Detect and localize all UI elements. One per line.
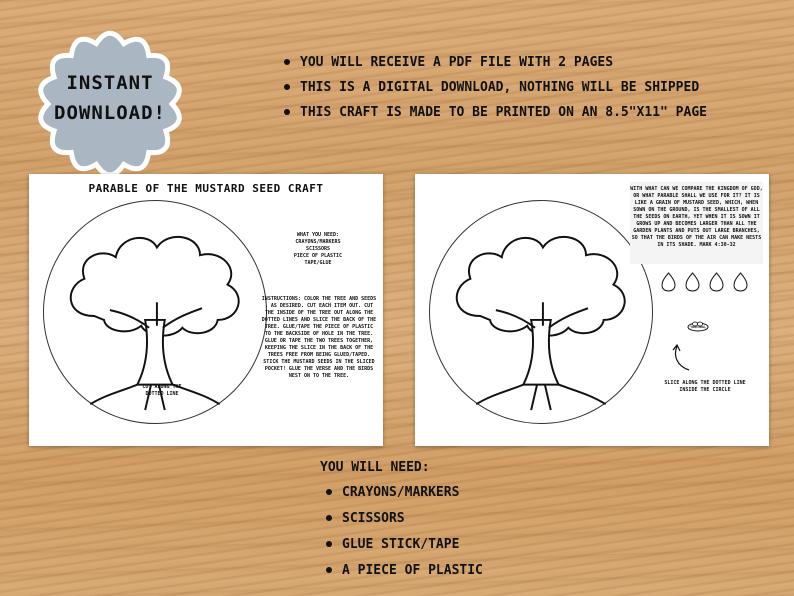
cut-label: CUT ALONG THE DOTTED LINE [142, 384, 182, 397]
you-will-need-title: YOU WILL NEED: [320, 460, 430, 475]
instant-download-badge [28, 22, 192, 186]
bullet-icon [326, 515, 332, 521]
bible-verse-box [630, 182, 763, 264]
bullet-icon [284, 109, 290, 115]
bullet-icon [284, 84, 290, 90]
bullet-icon [326, 489, 332, 495]
info-item: THIS CRAFT IS MADE TO BE PRINTED ON AN 8.5"X11" PAGE [284, 100, 707, 125]
info-item: THIS IS A DIGITAL DOWNLOAD, NOTHING WILL BE SHIPPED [284, 75, 707, 100]
slice-label: SLICE ALONG THE DOTTED LINE INSIDE THE CIRCLE [664, 380, 746, 393]
badge-label [28, 68, 192, 128]
bible-verse: WITH WHAT CAN WE COMPARE THE KINGDOM OF GOD, OR WHAT PARABLE SHALL WE USE FOR IT? IT IS LIKE A GRAIN OF MUSTARD SEED, WHICH, WHEN SOWN ON THE GROUND, IS THE SMALLEST OF ALL THE SEEDS ON EARTH, YET WHEN IT IS SOWN IT GROWS UP AND BECOMES LARGER THAN ALL THE GARDEN PLANTS AND PUTS OUT LARGE BRANCHES, SO THAT THE BIRDS OF THE AIR CAN MAKE NESTS IN ITS SHADE. MARK 4:30-32 [630, 186, 763, 248]
seed-icon [661, 272, 676, 292]
bird-nest-icon [687, 318, 709, 332]
you-will-need-list [326, 480, 483, 584]
need-item: A PIECE OF PLASTIC [326, 558, 483, 584]
seed-icon [733, 272, 748, 292]
bullet-icon [326, 541, 332, 547]
craft-page-2 [415, 174, 769, 446]
craft-title: PARABLE OF THE MUSTARD SEED CRAFT [88, 182, 324, 195]
badge-line-2: DOWNLOAD! [54, 102, 166, 124]
supplies-needed: WHAT YOU NEED: CRAYONS/MARKERS SCISSORS PIECE OF PLASTIC TAPE/GLUE [293, 232, 343, 266]
need-item: SCISSORS [326, 506, 483, 532]
bullet-icon [326, 567, 332, 573]
tree-icon [441, 218, 637, 414]
bullet-icon [284, 59, 290, 65]
seed-icon [685, 272, 700, 292]
need-item: GLUE STICK/TAPE [326, 532, 483, 558]
craft-page-1 [29, 174, 383, 446]
seed-icon [709, 272, 724, 292]
curved-arrow-icon [669, 342, 693, 372]
instructions-text: INSTRUCTIONS: COLOR THE TREE AND SEEDS , AS DESIRED. CUT EACH ITEM OUT. CUT THE INSIDE OF THE TREE OUT ALONG THE DOTTED LINES AND SLICE THE BACK OF THE TREE. GLUE/TAPE THE PIECE OF PLASTIC TO THE BACKSIDE OF HOLE IN THE TREE. GLUE OR TAPE THE TWO TREES TOGETHER, KEEPING THE SLICE IN THE BACK OF THE TREES FREE FROM BEING GLUED/TAPED. STICK THE MUSTARD SEEDS IN THE SLICED POCKET! GLUE THE VERSE AND THE BIRDS NEST ON TO THE TREE. [261, 296, 377, 379]
product-info-list [284, 50, 707, 125]
need-item: CRAYONS/MARKERS [326, 480, 483, 506]
info-item: YOU WILL RECEIVE A PDF FILE WITH 2 PAGES [284, 50, 707, 75]
badge-line-1: INSTANT [66, 72, 154, 94]
